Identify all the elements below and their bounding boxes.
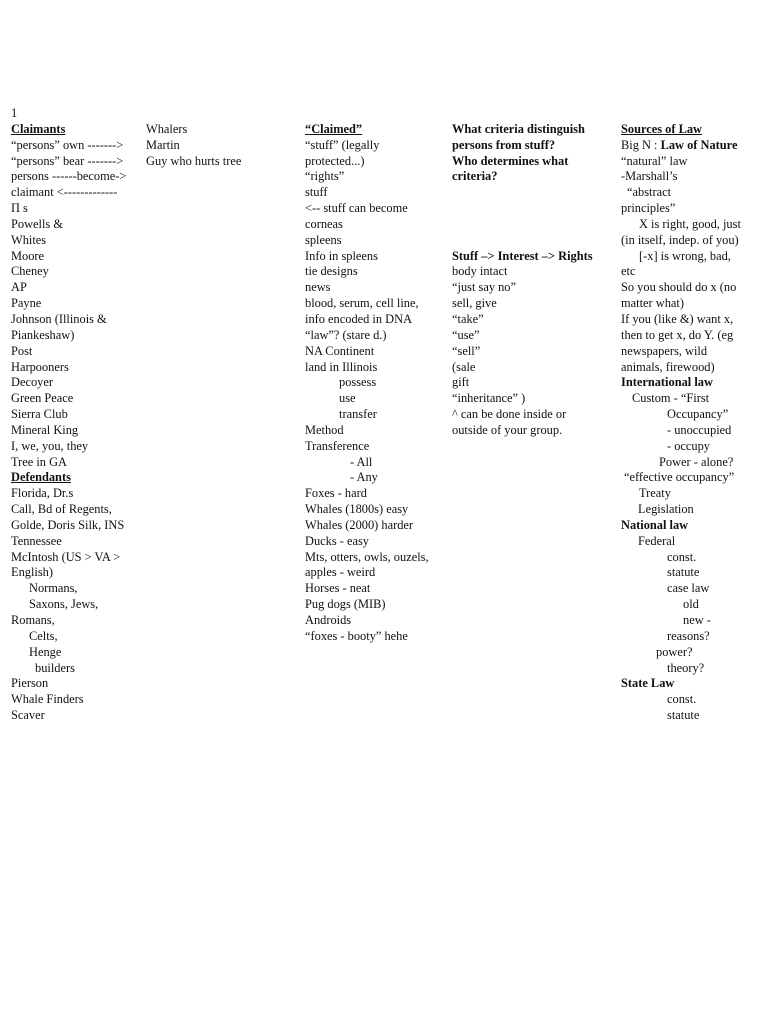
note-line: Ducks - easy (305, 533, 369, 548)
heading-sources-of-law: Sources of Law (621, 121, 702, 136)
note-line: Saxons, Jews, (29, 597, 99, 612)
note-line: X is right, good, just (639, 216, 741, 231)
note-line: McIntosh (US > VA > (11, 549, 121, 564)
big-n-label: Big N : (621, 137, 661, 152)
heading-national-law: National law (621, 517, 689, 532)
note-line: gift (452, 375, 470, 390)
note-line: Call, Bd of Regents, (11, 502, 112, 517)
note-line: NA Continent (305, 343, 375, 358)
note-line: I, we, you, they (11, 438, 89, 453)
note-line: <-- stuff can become (305, 201, 408, 216)
heading-claimants: Claimants (11, 121, 66, 136)
note-line: Green Peace (11, 391, 74, 406)
note-line: - Any (350, 470, 378, 485)
heading-question: persons from stuff? (452, 137, 556, 152)
note-line: Treaty (639, 486, 671, 501)
note-line: possess (339, 375, 377, 390)
note-line: “sell” (452, 343, 481, 358)
column-claimed (305, 122, 429, 645)
note-line: Florida, Dr.s (11, 486, 74, 501)
note-line: Payne (11, 296, 42, 311)
note-line: “natural” law (621, 153, 688, 168)
note-line (621, 138, 741, 154)
law-of-nature-heading: Law of Nature (660, 137, 738, 152)
note-line: “stuff” (legally (305, 137, 380, 152)
note-line: const. (667, 549, 697, 564)
note-line: - occupy (667, 438, 711, 453)
note-line: Tree in GA (11, 454, 67, 469)
blank-line (452, 185, 593, 201)
note-line: [-x] is wrong, bad, (639, 248, 731, 263)
note-line: Moore (11, 248, 45, 263)
note-line: “inheritance” ) (452, 391, 526, 406)
heading-international-law: International law (621, 375, 713, 390)
note-line: “law”? (stare d.) (305, 327, 387, 342)
blank-line (452, 217, 593, 233)
note-line: sell, give (452, 296, 497, 311)
note-line: matter what) (621, 296, 684, 311)
note-line: Celts, (29, 628, 58, 643)
note-line: Pug dogs (MIB) (305, 597, 386, 612)
note-line: Legislation (638, 502, 694, 517)
note-line: “persons” own -------> (11, 137, 124, 152)
note-line: Golde, Doris Silk, INS (11, 517, 125, 532)
column-whalers (146, 122, 241, 170)
blank-line (452, 233, 593, 249)
note-line: blood, serum, cell line, (305, 296, 419, 311)
note-line: animals, firewood) (621, 359, 715, 374)
note-line: English) (11, 565, 53, 580)
note-line: builders (35, 660, 75, 675)
note-line: Post (11, 343, 33, 358)
note-line: (sale (452, 359, 476, 374)
note-line: Horses - neat (305, 581, 371, 596)
note-line: Federal (638, 533, 676, 548)
heading-question: criteria? (452, 169, 498, 184)
note-line: transfer (339, 407, 377, 422)
blank-line (452, 201, 593, 217)
note-line: Guy who hurts tree (146, 153, 242, 168)
note-line: land in Illinois (305, 359, 378, 374)
note-line: Whales (1800s) easy (305, 502, 409, 517)
note-line: claimant <------------- (11, 185, 118, 200)
note-line: const. (667, 692, 697, 707)
column-sources-of-law (621, 122, 741, 724)
note-line: Pierson (11, 676, 49, 691)
note-line: Martin (146, 137, 180, 152)
column-claimants (11, 106, 126, 724)
note-line: statute (667, 708, 700, 723)
note-line: Π s (11, 201, 28, 216)
note-line: Johnson (Illinois & (11, 311, 107, 326)
note-line: principles” (621, 201, 676, 216)
note-line: Normans, (29, 581, 78, 596)
note-line: theory? (667, 660, 705, 675)
note-line: etc (621, 264, 636, 279)
note-line: power? (656, 644, 693, 659)
note-line: newspapers, wild (621, 343, 708, 358)
note-line: Cheney (11, 264, 49, 279)
note-line: If you (like &) want x, (621, 311, 734, 326)
note-line: Scaver (11, 708, 45, 723)
note-line: Harpooners (11, 359, 69, 374)
note-line: “take” (452, 311, 484, 326)
heading-question: What criteria distinguish (452, 121, 585, 136)
note-line: Mineral King (11, 422, 79, 437)
note-line: spleens (305, 232, 342, 247)
note-line: Decoyer (11, 375, 53, 390)
note-line: outside of your group. (452, 422, 563, 437)
note-line: Foxes - hard (305, 486, 367, 501)
note-line: “foxes - booty” hehe (305, 628, 408, 643)
column-criteria (452, 122, 593, 439)
note-line: Occupancy” (667, 407, 729, 422)
note-line: Power - alone? (659, 454, 734, 469)
note-line: “abstract (627, 185, 672, 200)
note-line: new - (683, 613, 711, 627)
note-line: reasons? (667, 628, 710, 643)
note-line: Powells & (11, 216, 63, 231)
note-line: (in itself, indep. of you) (621, 232, 739, 247)
note-line: Mts, otters, owls, ouzels, (305, 549, 429, 564)
note-line: AP (11, 280, 27, 295)
note-line: then to get x, do Y. (eg (621, 327, 734, 342)
page-number: 1 (11, 106, 18, 120)
note-line: news (305, 280, 331, 295)
note-line: Androids (305, 613, 352, 627)
note-line: Piankeshaw) (11, 327, 75, 342)
note-line: Whites (11, 232, 47, 247)
note-line: case law (667, 581, 710, 596)
heading-state-law: State Law (621, 676, 675, 691)
note-line: Whale Finders (11, 692, 84, 707)
note-line: info encoded in DNA (305, 311, 413, 326)
note-line: Custom - “First (632, 391, 710, 406)
note-line: apples - weird (305, 565, 376, 580)
note-line: “rights” (305, 169, 345, 184)
note-line: Whalers (146, 121, 188, 136)
note-line: Romans, (11, 613, 55, 627)
note-line: statute (667, 565, 700, 580)
note-line: tie designs (305, 264, 358, 279)
note-line: “just say no” (452, 280, 517, 295)
note-line: ^ can be done inside or (452, 407, 567, 422)
note-line: Method (305, 422, 344, 437)
note-line: protected...) (305, 153, 365, 168)
note-line: Info in spleens (305, 248, 378, 263)
note-line: “persons” bear -------> (11, 153, 124, 168)
heading-stuff-interest-rights: Stuff –> Interest –> Rights (452, 248, 593, 263)
note-line: Tennessee (11, 533, 62, 548)
note-line: “effective occupancy” (624, 470, 735, 485)
note-line: old (683, 597, 699, 612)
heading-question: Who determines what (452, 153, 569, 168)
note-line: - unoccupied (667, 422, 732, 437)
note-line: Whales (2000) harder (305, 517, 414, 532)
note-line: So you should do x (no (621, 280, 737, 295)
note-line: persons ------become-> (11, 169, 127, 184)
note-line: Sierra Club (11, 407, 68, 422)
note-line: Transference (305, 438, 370, 453)
note-line: - All (350, 454, 373, 469)
note-line: stuff (305, 185, 328, 200)
note-line: Henge (29, 644, 62, 659)
note-line: -Marshall’s (621, 169, 678, 184)
heading-defendants: Defendants (11, 470, 71, 485)
note-line: “use” (452, 327, 480, 342)
note-line: corneas (305, 216, 343, 231)
heading-claimed: “Claimed” (305, 121, 363, 136)
note-line: body intact (452, 264, 508, 279)
note-line: use (339, 391, 356, 406)
